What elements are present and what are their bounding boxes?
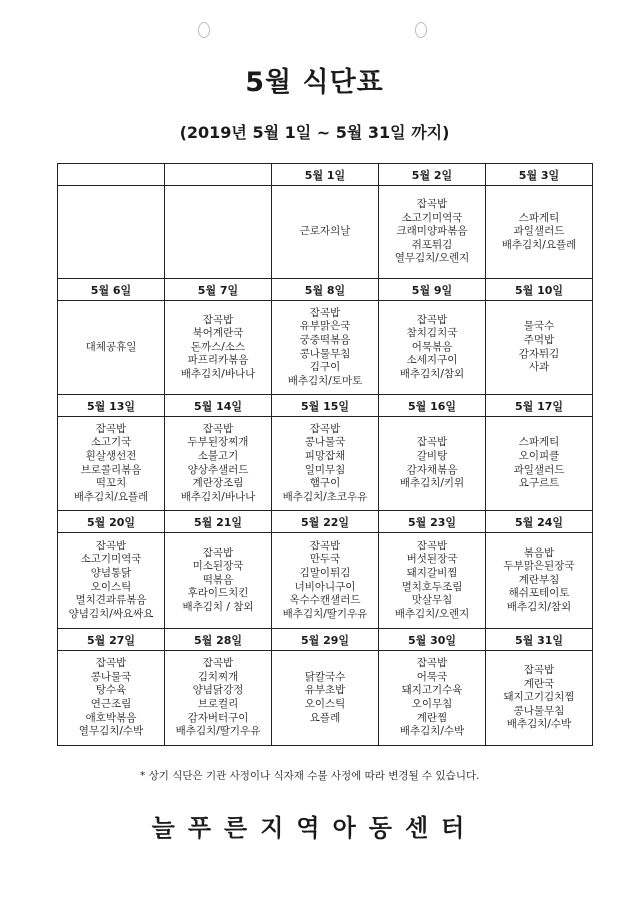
date-cell: 5월 10일: [486, 279, 593, 301]
dish-item: 궁중떡볶음: [299, 333, 351, 346]
dish-item: 콩나물국: [304, 436, 346, 449]
dish-item: 배추김치/키위: [399, 477, 465, 490]
dish-item: 소고기국: [90, 436, 132, 449]
date-cell: 5월 6일: [58, 279, 165, 301]
dish-item: 스파게티: [518, 211, 560, 224]
menu-cell: [272, 186, 379, 279]
dish-item: 열무김치/오렌지: [394, 252, 470, 265]
dish-item: 잡곡밥: [202, 546, 234, 559]
dish-item: 잡곡밥: [202, 313, 234, 326]
menu-cell: [272, 301, 379, 395]
date-cell: 5월 2일: [379, 164, 486, 186]
dish-item: 잡곡밥: [416, 198, 448, 211]
dish-item: 두부된장찌개: [187, 436, 249, 449]
dish-item: 피망잡채: [304, 449, 346, 462]
dish-item: 주먹밥: [523, 333, 555, 346]
menu-cell: [379, 301, 486, 395]
dish-item: 감자버터구이: [187, 711, 249, 724]
dish-item: 계란부침: [518, 573, 560, 586]
dish-item: 근로자의날: [299, 225, 351, 238]
dish-item: 배추김치/참외: [506, 600, 572, 613]
date-cell: 5월 13일: [58, 395, 165, 417]
dish-item: 잡곡밥: [309, 306, 341, 319]
date-cell: 5월 16일: [379, 395, 486, 417]
menu-cell: [486, 186, 593, 279]
menu-cell: [486, 651, 593, 746]
menu-cell: [165, 533, 272, 629]
dish-item: 배추김치/딸기우유: [175, 725, 261, 738]
menu-cell: [58, 651, 165, 746]
dish-item: 계란장조림: [192, 477, 244, 490]
dish-item: 콩나물무침: [299, 347, 351, 360]
date-cell: 5월 7일: [165, 279, 272, 301]
punch-hole-left: [198, 22, 210, 38]
dish-item: 만두국: [309, 553, 341, 566]
dish-item: 해쉬포테이토: [508, 587, 570, 600]
date-cell: 5월 27일: [58, 629, 165, 651]
dish-item: 햄구이: [309, 477, 341, 490]
dish-item: 옥수수캔샐러드: [289, 594, 361, 607]
dish-item: 후라이드치킨: [187, 587, 249, 600]
dish-item: 돈까스/소스: [190, 340, 246, 353]
dish-item: 떡꼬치: [95, 477, 127, 490]
page-title: 5월 식단표: [245, 67, 384, 98]
dish-item: 배추김치/바나나: [180, 367, 256, 380]
dish-item: 돼지고기수육: [401, 684, 463, 697]
dish-item: 오이스틱: [90, 580, 132, 593]
dish-item: 유부맑은국: [299, 320, 351, 333]
dish-item: 배추김치/바나나: [180, 490, 256, 503]
dish-item: 김구이: [309, 361, 341, 374]
dish-item: 과일샐러드: [513, 225, 565, 238]
dish-item: 소고기미역국: [401, 211, 463, 224]
period-subtitle: (2019년 5월 1일 ~ 5월 31일 까지): [179, 123, 450, 142]
dish-item: 양념통닭: [90, 566, 132, 579]
dish-item: 돼지고기김치찜: [503, 691, 575, 704]
dish-item: 탕수육: [95, 684, 127, 697]
dish-item: 김말이튀김: [299, 566, 351, 579]
menu-cell: [486, 417, 593, 511]
dish-item: 유부초밥: [304, 684, 346, 697]
center-name: 늘푸른지역아동센터: [151, 814, 478, 842]
dish-item: 계란찜: [416, 711, 448, 724]
date-cell: 5월 28일: [165, 629, 272, 651]
dish-item: 배추김치 / 참외: [182, 600, 254, 613]
dish-item: 배추김치/초코우유: [282, 490, 368, 503]
date-cell: [58, 164, 165, 186]
dish-item: 감자튀김: [518, 347, 560, 360]
date-cell: 5월 8일: [272, 279, 379, 301]
dish-item: 과일샐러드: [513, 463, 565, 476]
date-cell: 5월 20일: [58, 511, 165, 533]
menu-row: [58, 417, 593, 511]
date-row: [58, 164, 593, 186]
menu-cell: [486, 301, 593, 395]
dish-item: 배추김치/수박: [506, 718, 572, 731]
dish-item: 멸치견과류볶음: [75, 594, 147, 607]
menu-cell: [58, 533, 165, 629]
dish-item: 잡곡밥: [95, 539, 127, 552]
dish-item: 양상추샐러드: [187, 463, 249, 476]
dish-item: 잡곡밥: [416, 313, 448, 326]
dish-item: 버섯된장국: [406, 553, 458, 566]
dish-item: 잡곡밥: [202, 422, 234, 435]
date-cell: [165, 164, 272, 186]
menu-cell: [379, 186, 486, 279]
date-cell: 5월 1일: [272, 164, 379, 186]
dish-item: 배추김치/딸기우유: [282, 607, 368, 620]
dish-item: 일미무침: [304, 463, 346, 476]
dish-item: 소고기미역국: [80, 553, 142, 566]
dish-item: 잡곡밥: [416, 436, 448, 449]
menu-row: [58, 533, 593, 629]
menu-cell: [272, 533, 379, 629]
dish-item: 돼지갈비찜: [406, 566, 458, 579]
date-cell: 5월 29일: [272, 629, 379, 651]
dish-item: 잡곡밥: [416, 657, 448, 670]
menu-cell: [165, 186, 272, 279]
dish-item: 갈비탕: [416, 449, 448, 462]
change-notice: * 상기 식단은 기관 사정이나 식자재 수불 사정에 따라 변경될 수 있습니다.: [140, 770, 480, 782]
dish-item: 콩나물국: [90, 670, 132, 683]
dish-item: 양념김치/싸요싸요: [68, 607, 154, 620]
menu-cell: [379, 651, 486, 746]
date-cell: 5월 14일: [165, 395, 272, 417]
dish-item: 멸치호두조림: [401, 580, 463, 593]
dish-item: 브로콜리볶음: [80, 463, 142, 476]
date-cell: 5월 9일: [379, 279, 486, 301]
dish-item: 배추김치/수박: [399, 725, 465, 738]
dish-item: 맛살무침: [411, 594, 453, 607]
dish-item: 계란국: [523, 677, 555, 690]
menu-cell: [58, 417, 165, 511]
dish-item: 김치찌개: [197, 670, 239, 683]
menu-row: [58, 651, 593, 746]
dish-item: 쥐포튀김: [411, 238, 453, 251]
dish-item: 연근조림: [90, 698, 132, 710]
date-row: [58, 511, 593, 533]
dish-item: 파프리카볶음: [187, 354, 249, 367]
dish-item: 크래미양파볶음: [396, 225, 468, 238]
date-cell: 5월 22일: [272, 511, 379, 533]
date-cell: 5월 21일: [165, 511, 272, 533]
menu-cell: [486, 533, 593, 629]
date-row: [58, 395, 593, 417]
dish-item: 잡곡밥: [309, 539, 341, 552]
date-cell: 5월 17일: [486, 395, 593, 417]
dish-item: 배추김치/오렌지: [394, 607, 470, 620]
menu-cell: [272, 651, 379, 746]
dish-item: 감자채볶음: [406, 463, 458, 476]
dish-item: 사과: [528, 361, 550, 374]
menu-row: [58, 186, 593, 279]
dish-item: 오이무침: [411, 698, 453, 710]
dish-item: 배추김치/토마토: [287, 374, 363, 387]
dish-item: 어묵국: [416, 670, 448, 683]
dish-item: 오이피클: [518, 449, 560, 462]
date-cell: 5월 15일: [272, 395, 379, 417]
dish-item: 어묵볶음: [411, 340, 453, 353]
dish-item: 양념닭강정: [192, 684, 244, 697]
dish-item: 배추김치/참외: [399, 367, 465, 380]
dish-item: 소불고기: [197, 449, 239, 462]
dish-item: 북어계란국: [192, 327, 244, 340]
dish-item: 잡곡밥: [95, 422, 127, 435]
dish-item: 콩나물무침: [513, 704, 565, 717]
dish-item: 물국수: [523, 320, 555, 333]
dish-item: 요구르트: [518, 477, 560, 490]
dish-item: 잡곡밥: [95, 657, 127, 670]
date-cell: 5월 24일: [486, 511, 593, 533]
menu-cell: [165, 301, 272, 395]
date-cell: 5월 31일: [486, 629, 593, 651]
dish-item: 참치김치국: [406, 327, 458, 340]
menu-row: [58, 301, 593, 395]
menu-cell: [379, 417, 486, 511]
dish-item: 소세지구이: [406, 354, 458, 367]
dish-item: 두부맑은된장국: [503, 560, 575, 573]
menu-cell: [379, 533, 486, 629]
dish-item: 떡볶음: [202, 573, 234, 586]
dish-item: 잡곡밥: [523, 664, 555, 677]
dish-item: 대체공휴일: [85, 340, 137, 353]
dish-item: 배추김치/요플레: [73, 490, 149, 503]
date-row: [58, 279, 593, 301]
date-cell: 5월 3일: [486, 164, 593, 186]
dish-item: 볶음밥: [523, 546, 555, 559]
dish-item: 너비아니구이: [294, 580, 356, 593]
dish-item: 미소된장국: [192, 560, 244, 573]
punch-hole-right: [415, 22, 427, 38]
dish-item: 열무김치/수박: [78, 725, 144, 738]
dish-item: 닭칼국수: [304, 670, 346, 683]
dish-item: 애호박볶음: [85, 711, 137, 724]
menu-cell: [165, 417, 272, 511]
menu-cell: [272, 417, 379, 511]
date-row: [58, 629, 593, 651]
dish-item: 흰살생선전: [85, 449, 137, 462]
dish-item: 잡곡밥: [416, 539, 448, 552]
date-cell: 5월 30일: [379, 629, 486, 651]
dish-item: 배추김치/요플레: [501, 238, 577, 251]
dish-item: 스파게티: [518, 436, 560, 449]
menu-cell: [58, 186, 165, 279]
meal-table: [57, 163, 593, 746]
dish-item: 잡곡밥: [202, 657, 234, 670]
dish-item: 브로컬리: [197, 698, 239, 710]
dish-item: 잡곡밥: [309, 422, 341, 435]
dish-item: 오이스틱: [304, 698, 346, 710]
dish-item: 요플레: [309, 711, 341, 724]
menu-cell: [58, 301, 165, 395]
date-cell: 5월 23일: [379, 511, 486, 533]
menu-cell: [165, 651, 272, 746]
